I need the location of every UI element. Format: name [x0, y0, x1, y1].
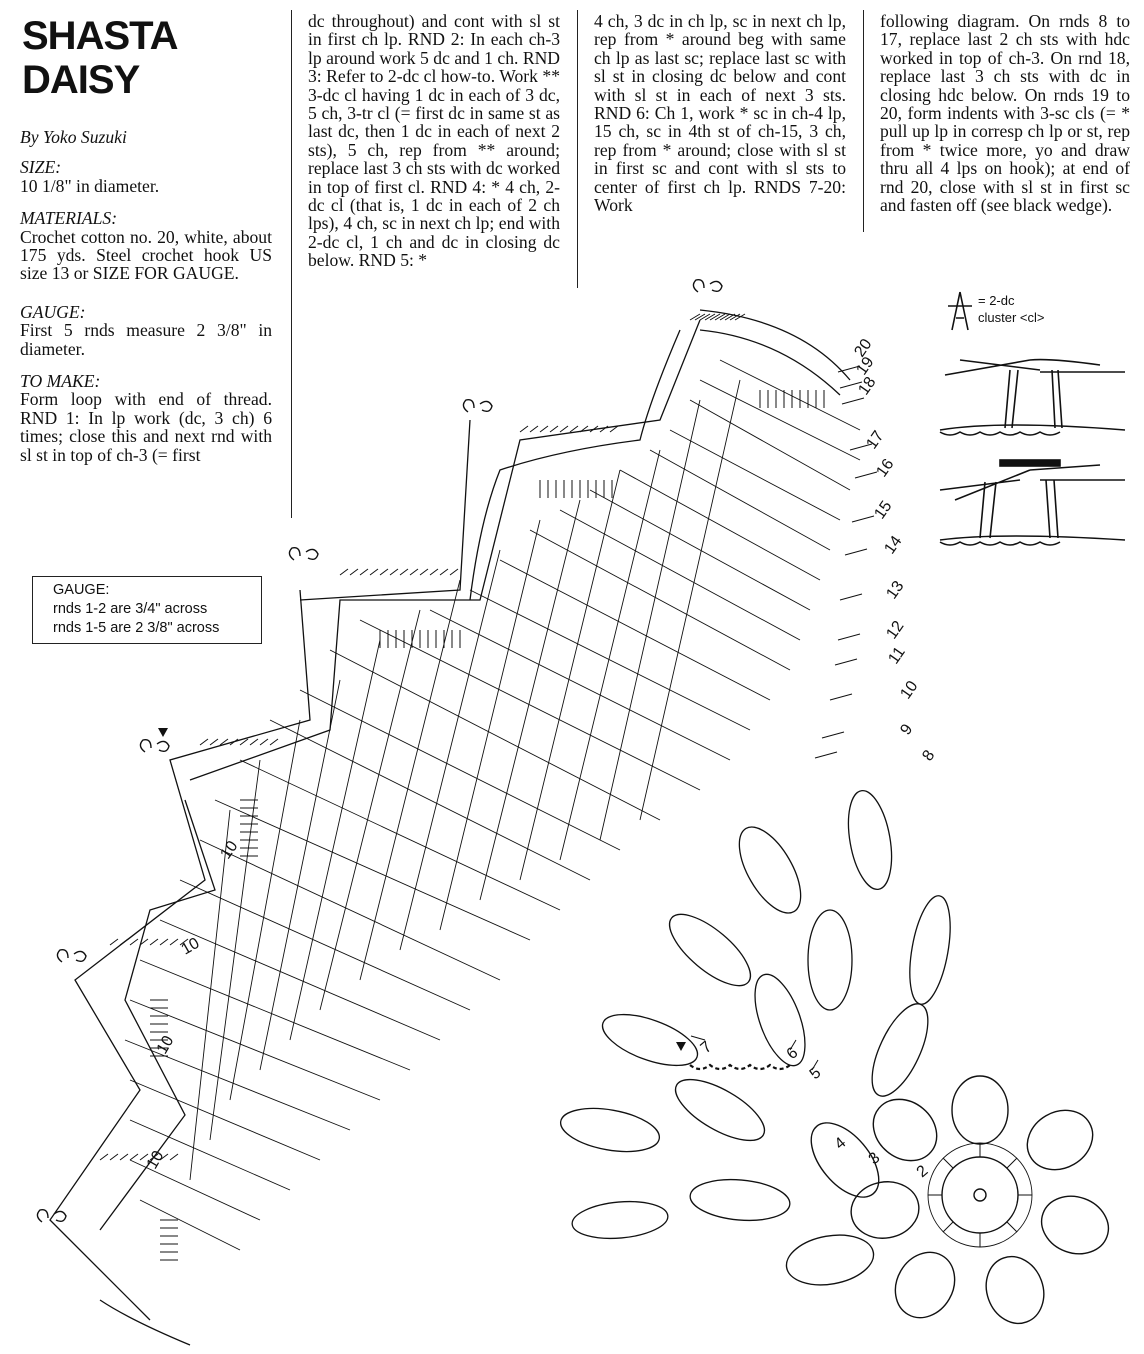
cluster-howto-illustration	[940, 360, 1125, 545]
round-label-5: 5	[806, 1064, 825, 1084]
instructions-column-4: following diagram. On rnds 8 to 17, replace last 2 ch sts with hdc worked in top of ch-3. On rnd 18, replace last 3 ch sts with dc in closing hdc below. On rnds 19 to 20, form indents with 3-sc cls (= * pull up lp in corresp ch lp or st, rep from * twice more, yo and draw thru all 4 lps on hook); at end of rnd 20, close with sl st in first sc and fasten off (see black wedge).	[880, 11, 1130, 216]
legend-label-line-1: = 2-dc	[978, 293, 1015, 308]
gauge-box-line-2: rnds 1-5 are 2 3/8" across	[53, 620, 220, 636]
dc-fan-rows	[125, 360, 860, 1250]
round-label-16: 16	[873, 455, 898, 481]
gauge-box-heading: GAUGE:	[53, 582, 110, 598]
round-label-10-repeat: 10	[143, 1148, 168, 1172]
center-flower	[783, 1076, 1117, 1332]
round-label-10-repeat: 10	[153, 1033, 178, 1057]
size-text: 10 1/8" in diameter.	[20, 175, 160, 196]
round-label-10: 10	[897, 677, 922, 703]
instructions-column-2: dc throughout) and cont with sl st in first ch lp. RND 2: In each ch-3 lp around work 5 dc and 1 ch. RND 3: Refer to 2-dc cl how-to. Work ** 3-dc cl having 1 dc in each of 3 dc, 5 ch, 3-tr cl (= first dc in same st as last dc, then 1 dc in each of next 2 sts), 5 ch, rep from ** around; replace last 3 ch sts with dc worked in top of first cl. RND 4: * 4 ch, 2-dc cl (that is, 1 dc in each of 2 ch lps), 4 ch, sc in next ch lp; end with 2-dc cl, 1 ch and dc in closing dc below. RND 5: *	[308, 11, 560, 271]
gauge-text: First 5 rnds measure 2 3/8" in diameter.	[20, 320, 272, 359]
cluster-symbol-icon	[948, 292, 972, 330]
chain-loop-mesh	[557, 787, 957, 1242]
round-label-18: 18	[855, 373, 880, 399]
round-label-8: 8	[919, 747, 939, 765]
round-label-3: 3	[865, 1149, 884, 1169]
round-label-4: 4	[831, 1134, 850, 1154]
black-wedge-markers	[158, 728, 686, 1051]
materials-text: Crochet cotton no. 20, white, about 175 yds. Steel crochet hook US size 13 or SIZE FOR GAUGE.	[20, 226, 272, 284]
instructions-column-3: 4 ch, 3 dc in ch lp, sc in next ch lp, rep from * around beg with same ch lp as last sc; replace last sc with sl st in closing dc below and cont with sl st in each of next 3 sts. RND 6: Ch 1, work * sc in ch-4 lp, 15 ch, sc in 4th st of ch-15, 3 ch, rep from * around; close with sl st in first sc and cont with sl sts to center of first ch lp. RNDS 7-20: Work	[594, 11, 846, 216]
picot-markers	[37, 280, 722, 1222]
round-label-13: 13	[883, 577, 908, 603]
to-make-heading: TO MAKE:	[20, 371, 101, 392]
round-label-15: 15	[871, 497, 896, 523]
round-label-17: 17	[863, 427, 888, 453]
round-label-19: 19	[853, 353, 878, 379]
gauge-box-line-1: rnds 1-2 are 3/4" across	[53, 601, 208, 617]
round-label-20: 20	[851, 335, 876, 361]
byline: By Yoko Suzuki	[20, 127, 127, 147]
edge-cross-stitches	[100, 314, 745, 1160]
round-label-10-repeat: 10	[217, 837, 242, 863]
legend-label-line-2: cluster <cl>	[978, 310, 1045, 325]
gauge-heading: GAUGE:	[20, 301, 86, 322]
round-label-9: 9	[897, 721, 917, 739]
title-line-1: SHASTA	[22, 14, 178, 58]
round-label-6: 6	[783, 1044, 802, 1064]
round-label-11: 11	[885, 643, 909, 668]
round-label-12: 12	[883, 617, 908, 643]
size-heading: SIZE:	[20, 157, 62, 178]
round-label-2: 2	[913, 1162, 932, 1182]
outer-border-rounds-18-20	[50, 310, 850, 1345]
title-line-2: DAISY	[22, 58, 140, 102]
round-label-14: 14	[881, 532, 906, 558]
materials-heading: MATERIALS:	[20, 208, 118, 229]
round-label-7: 7	[697, 1038, 716, 1058]
round-label-10-repeat: 10	[178, 934, 203, 959]
to-make-text: Form loop with end of thread. RND 1: In lp work (dc, 3 ch) 6 times; close this and next rnd with sl st in top of ch-3 (= first	[20, 389, 272, 465]
